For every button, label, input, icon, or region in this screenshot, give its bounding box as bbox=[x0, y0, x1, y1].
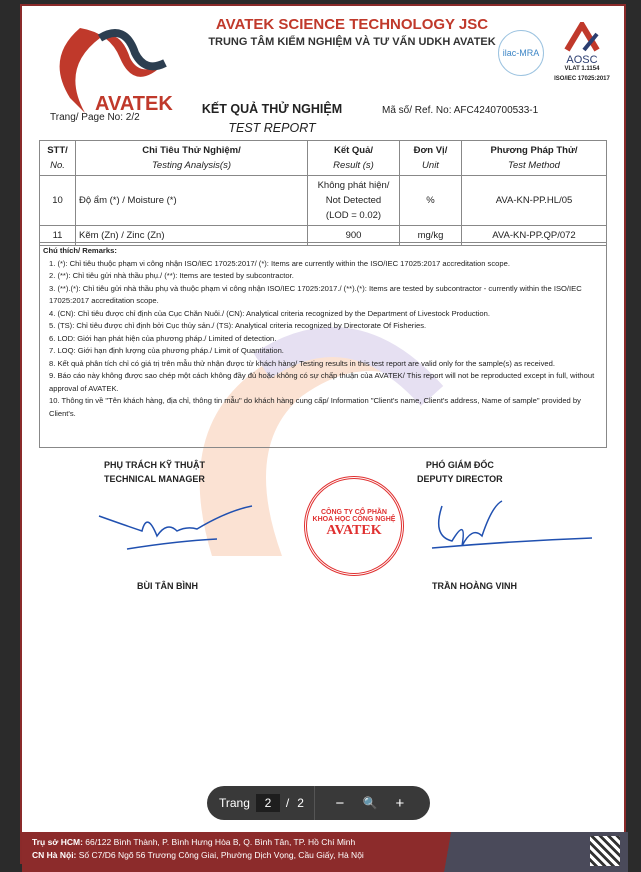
sig-title-vi: PHÓ GIÁM ĐỐC bbox=[425, 460, 494, 470]
col-result: Kết Quả/ Result (s) bbox=[308, 141, 400, 176]
signature-right bbox=[422, 496, 602, 556]
report-title bbox=[197, 102, 347, 135]
qr-code bbox=[590, 836, 620, 866]
technical-manager-name: BÙI TÂN BÌNH bbox=[137, 581, 198, 591]
total-pages: 2 bbox=[297, 796, 304, 810]
page-label: Trang bbox=[219, 796, 250, 810]
remark-item: 9. Báo cáo này không được sao chép một cách không đầy đủ hoặc không có sự chấp thuận của AVATEK/ This report will not be reproducted except in full, without approval of AVATEK. bbox=[49, 371, 595, 393]
iso-text: ISO/IEC 17025:2017 bbox=[554, 76, 610, 82]
ilac-text: ilac-MRA bbox=[502, 48, 540, 58]
col-unit: Đơn Vị/ Unit bbox=[400, 141, 462, 176]
cell-analysis: Độ ẩm (*) / Moisture (*) bbox=[76, 176, 308, 226]
remark-item: 1. (*): Chỉ tiêu thuộc phạm vi công nhận ISO/IEC 17025:2017/ (*): Items are currently within the ISO/IEC 17025:2017 accreditation scope. bbox=[49, 258, 510, 268]
zoom-fit-icon[interactable]: 🔍 bbox=[362, 796, 378, 810]
company-header bbox=[182, 16, 522, 48]
avatek-logo bbox=[40, 18, 180, 118]
deputy-director-block bbox=[417, 460, 503, 484]
remark-item: 6. LOD: Giới hạn phát hiện của phương pháp./ Limited of detection. bbox=[49, 333, 277, 343]
reference-number: Mã số/ Ref. No: AFC4240700533-1 bbox=[382, 105, 539, 116]
footer-hn: CN Hà Nội: Số C7/D6 Ngõ 56 Trương Công Giai, Phường Dịch Vọng, Cầu Giấy, Hà Nội bbox=[32, 850, 364, 860]
page-number-input[interactable]: 2 bbox=[256, 794, 280, 812]
report-title-vi: KẾT QUẢ THỬ NGHIỆM bbox=[201, 102, 343, 116]
sig-title-en: DEPUTY DIRECTOR bbox=[417, 474, 503, 484]
report-title-en: TEST REPORT bbox=[228, 121, 316, 135]
zoom-out-button[interactable]: − bbox=[335, 794, 345, 812]
aosc-logo bbox=[552, 22, 612, 82]
remarks-box bbox=[39, 242, 607, 448]
stamp-text: KHOA HỌC CÔNG NGHỆ bbox=[312, 516, 396, 523]
col-analysis: Chỉ Tiêu Thử Nghiệm/ Testing Analysis(s) bbox=[76, 141, 308, 176]
remark-item: 8. Kết quả phân tích chỉ có giá trị trên mẫu thử nhận được từ khách hàng/ Testing results in this test report are valid only for the sample(s) as received. bbox=[49, 358, 555, 368]
remark-item: 4. (CN): Chỉ tiêu được chỉ định của Cục Chăn Nuôi./ (CN): Analytical criteria recognized by the Department of Livestock Production. bbox=[49, 308, 490, 318]
cell-analysis: Kẽm (Zn) / Zinc (Zn) bbox=[76, 226, 308, 246]
stamp-text: CÔNG TY CỔ PHẦN bbox=[321, 509, 387, 516]
page-separator: / bbox=[285, 796, 290, 810]
cell-unit: % bbox=[400, 176, 462, 226]
svg-text:AVATEK: AVATEK bbox=[95, 93, 173, 115]
company-name-en: AVATEK SCIENCE TECHNOLOGY JSC bbox=[215, 16, 489, 33]
document-page bbox=[20, 4, 626, 864]
remarks-title: Chú thích/ Remarks: bbox=[43, 246, 117, 255]
sig-title-en: TECHNICAL MANAGER bbox=[104, 474, 205, 484]
cell-result: Không phát hiện/ Not Detected (LOD = 0.02) bbox=[308, 176, 400, 226]
cell-no: 11 bbox=[40, 226, 76, 246]
table-header-row bbox=[40, 141, 607, 176]
technical-manager-block bbox=[104, 460, 205, 484]
sig-title-vi: PHỤ TRÁCH KỸ THUẬT bbox=[104, 460, 205, 470]
col-no: STT/ No. bbox=[40, 141, 76, 176]
signature-left bbox=[97, 501, 257, 551]
page-number-label: Trang/ Page No: 2/2 bbox=[50, 112, 140, 123]
remark-item: 3. (**).(*): Chỉ tiêu gửi nhà thầu phụ và thuộc phạm vi công nhận ISO/IEC 17025:2017./ (**).(*): Items are tested by subcontractor - currently within the ISO/IEC 17025:2017 accreditation scope. bbox=[49, 283, 582, 305]
footer-hcm: Trụ sở HCM: 66/122 Bình Thành, P. Bình Hưng Hòa B, Q. Bình Tân, TP. Hồ Chí Minh bbox=[32, 837, 356, 847]
col-method: Phương Pháp Thử/ Test Method bbox=[462, 141, 607, 176]
table-row bbox=[40, 176, 607, 226]
remark-item: 10. Thông tin về "Tên khách hàng, địa chỉ, thông tin mẫu" do khách hàng cung cấp/ Information "Client's name, Client's address, Name of sample" provided by Client's. bbox=[49, 396, 581, 418]
results-table bbox=[39, 140, 607, 246]
remark-item: 2. (**): Chỉ tiêu gửi nhà thầu phụ./ (**): Items are tested by subcontractor. bbox=[49, 271, 294, 280]
aosc-mark-icon bbox=[562, 22, 602, 52]
company-stamp bbox=[304, 476, 404, 576]
remark-item: 5. (TS): Chỉ tiêu được chỉ định bởi Cục thủy sản./ (TS): Analytical criteria recognized by Directorate Of Fisheries. bbox=[49, 321, 427, 330]
aosc-text: AOSC bbox=[566, 54, 598, 66]
stamp-name: AVATEK bbox=[326, 523, 382, 538]
company-name-vi: TRUNG TÂM KIỂM NGHIỆM VÀ TƯ VẤN UDKH AVATEK bbox=[208, 36, 496, 48]
aosc-code: VLAT 1.1154 bbox=[564, 66, 600, 72]
page-footer bbox=[22, 832, 628, 872]
cell-no: 10 bbox=[40, 176, 76, 226]
cell-method: AVA-KN-PP.HL/05 bbox=[462, 176, 607, 226]
ilac-mra-logo bbox=[498, 30, 544, 76]
zoom-in-button[interactable]: + bbox=[395, 794, 405, 812]
remark-item: 7. LOQ: Giới hạn định lượng của phương pháp./ Limit of Quantitation. bbox=[49, 346, 284, 355]
cell-unit: mg/kg bbox=[400, 226, 462, 246]
cell-result: 900 bbox=[308, 226, 400, 246]
deputy-director-name: TRẦN HOÀNG VINH bbox=[432, 581, 517, 591]
pdf-viewer-toolbar bbox=[207, 786, 430, 820]
toolbar-divider bbox=[314, 786, 315, 820]
cell-method: AVA-KN-PP.QP/072 bbox=[462, 226, 607, 246]
